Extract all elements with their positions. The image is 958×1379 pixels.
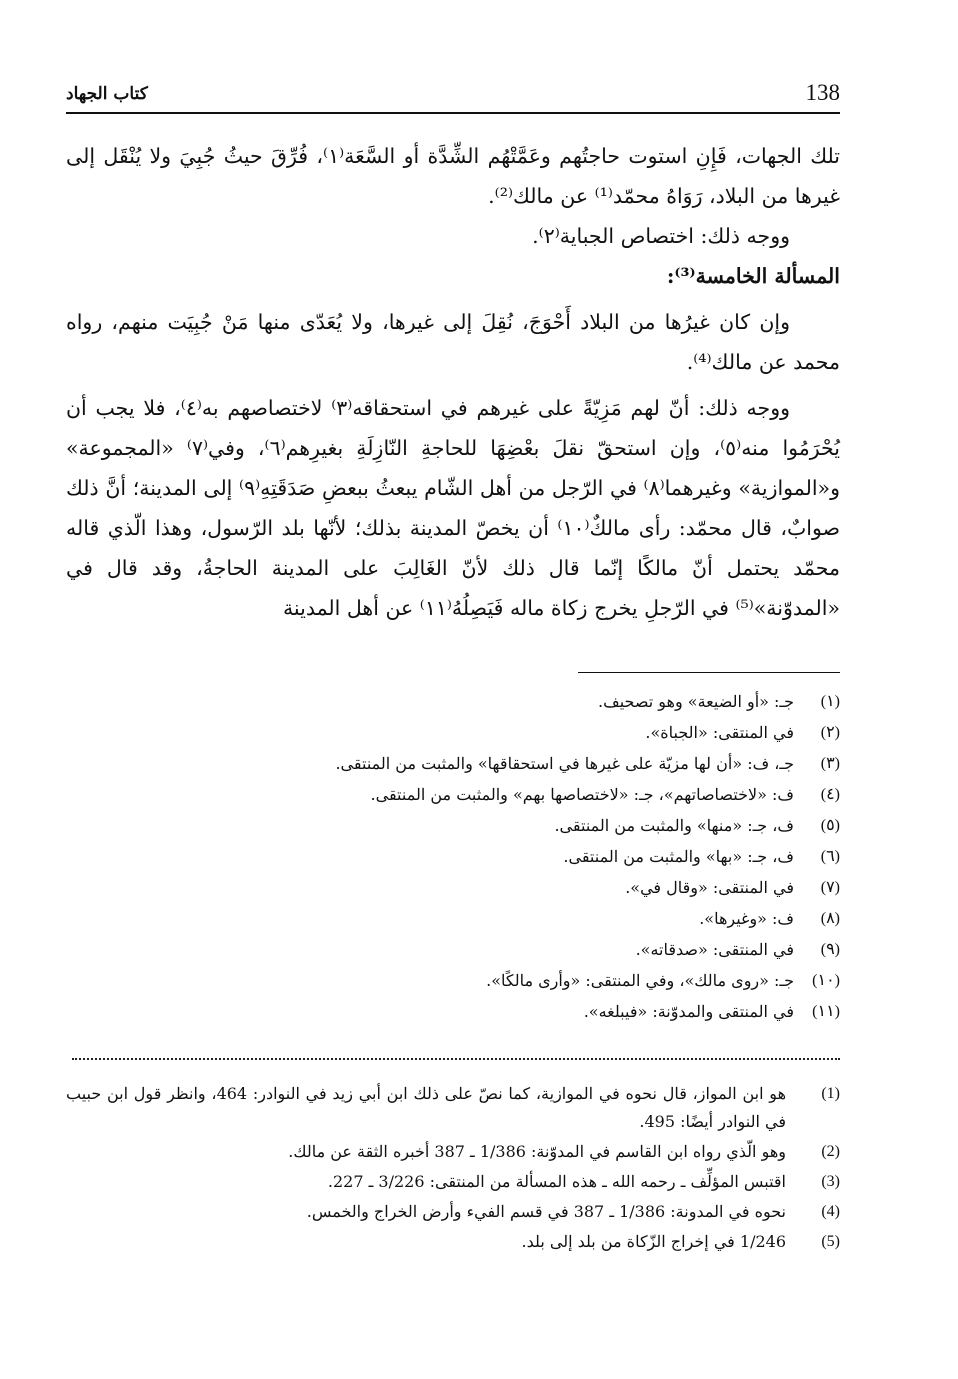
footnote-number: (١٠) <box>812 972 840 989</box>
footnote-text: في المنتقى: «وقال في». <box>625 878 794 897</box>
editor-footnotes <box>66 1080 840 1258</box>
footnote <box>66 748 840 779</box>
footnote-separator <box>578 672 840 673</box>
footnote-number: (٩) <box>820 941 840 958</box>
footnote-text: هو ابن المواز، قال نحوه في الموازية، كما نصّ على ذلك ابن أبي زيد في النوادر: 464، وانظر قول ابن حبيب في النوادر أيضًا: 495. <box>66 1084 787 1131</box>
footnote-text: جـ: «روى مالك»، وفي المنتقى: «وأرى مالكًا». <box>486 971 794 990</box>
footnote-number: (3) <box>821 1173 840 1190</box>
footnote <box>66 1198 840 1226</box>
footnote <box>66 779 840 810</box>
paragraph: ووجه ذلك: اختصاص الجباية⁽٢⁾. <box>532 224 790 248</box>
footnote <box>66 810 840 841</box>
manuscript-footnotes <box>66 686 840 1027</box>
footnote-text: في المنتقى: «صدقاته». <box>635 940 794 959</box>
footnote-number: (٢) <box>820 724 840 741</box>
footnote-number: (٨) <box>820 910 840 927</box>
footnote <box>66 996 840 1027</box>
footnote-number: (١١) <box>812 1003 840 1020</box>
footnote <box>66 934 840 965</box>
footnote-number: (2) <box>821 1143 840 1160</box>
footnote <box>66 1080 840 1136</box>
footnote <box>66 717 840 748</box>
footnote <box>66 1228 840 1256</box>
footnote-text: ف، جـ: «منها» والمثبت من المنتقى. <box>554 816 794 835</box>
footnote-text: جـ: «أو الضيعة» وهو تصحيف. <box>598 692 794 711</box>
footnote <box>66 1168 840 1196</box>
footnote <box>66 1138 840 1166</box>
main-text <box>66 136 840 628</box>
footnote-number: (٣) <box>820 755 840 772</box>
paragraph: ووجه ذلك: أنّ لهم مَزِيّةً على غيرهم في استحقاقه⁽٣⁾ لاختصاصهم به⁽٤⁾، فلا يجب أن يُحْرَمُوا منه⁽٥⁾، وإن استحقّ نقلَ بعْضِهَا للحاجةِ النّازِلَةِ بغيرِهم⁽٦⁾، وفي⁽٧⁾ «المجموعة» و«الموازية» وغيرهما⁽٨⁾ في الرّجل من أهل الشّام يبعثُ ببعضِ صَدَقَتِهِ⁽٩⁾ إلى المدينة؛ أنَّ ذلك صوابٌ، قال محمّد: رأى مالكٌ⁽١٠⁾ أن يخصّ المدينة بذلك؛ لأنّها بلد الرّسول، وهذا الّذي قاله محمّد يحتمل أنّ مالكًا إنّما قال ذلك لأنّ الغَالِبَ على المدينة الحاجةُ، وقد قال في «المدوّنة»⁽⁵⁾ في الرّجلِ يخرج زكاة ماله فَيَصِلُهُ⁽١١⁾ عن أهل المدينة <box>66 396 841 620</box>
section-heading: المسألة الخامسة⁽³⁾: <box>666 264 840 288</box>
footnote-text: ف: «وغيرها». <box>699 909 794 928</box>
dotted-separator <box>72 1058 840 1060</box>
footnote-number: (5) <box>821 1233 840 1250</box>
footnote-text: ف: «لاختصاصاتهم»، جـ: «لاختصاصها بهم» والمثبت من المنتقى. <box>370 785 794 804</box>
footnote-number: (٤) <box>820 786 840 803</box>
footnote-number: (١) <box>820 693 840 710</box>
footnote <box>66 903 840 934</box>
footnote-text: 1/246 في إخراج الزّكاة من بلد إلى بلد. <box>521 1232 786 1251</box>
footnote-text: في المنتقى والمدوّنة: «فيبلغه». <box>583 1002 794 1021</box>
footnote-number: (4) <box>821 1203 840 1220</box>
footnote-number: (٧) <box>820 879 840 896</box>
footnote-number: (٦) <box>820 848 840 865</box>
footnote <box>66 872 840 903</box>
footnote-number: (1) <box>821 1085 840 1102</box>
footnote-text: نحوه في المدونة: 1/386 ـ 387 في قسم الفيء وأرض الخراج والخمس. <box>306 1202 786 1221</box>
running-title: كتاب الجهاد <box>66 84 148 104</box>
footnote <box>66 965 840 996</box>
page-header <box>66 78 840 114</box>
paragraph: تلك الجهات، فَإِنِ استوت حاجتُهم وعَمَّتْهُم الشِّدَّة أو السَّعَة⁽١⁾، فُرِّقَ حيثُ جُبِيَ ولا يُنْقَل إلى غيرها من البلاد، رَوَاهُ محمّد⁽¹⁾ عن مالك⁽²⁾. <box>66 144 841 208</box>
footnote-text: جـ، ف: «أن لها مزيّة على غيرها في استحقاقها» والمثبت من المنتقى. <box>335 754 794 773</box>
footnote-number: (٥) <box>820 817 840 834</box>
footnote <box>66 686 840 717</box>
footnote-text: ف، جـ: «بها» والمثبت من المنتقى. <box>563 847 794 866</box>
footnote <box>66 841 840 872</box>
footnote-text: في المنتقى: «الجباة». <box>645 723 794 742</box>
paragraph: وإن كان غيرُها من البلاد أَحْوَجَ، نُقِلَ إلى غيرها، ولا يُعَدّى منها مَنْ جُبِيَت منهم، رواه محمد عن مالك⁽⁴⁾. <box>66 310 840 374</box>
footnote-text: اقتبس المؤلِّف ـ رحمه الله ـ هذه المسألة من المنتقى: 3/226 ـ 227. <box>327 1172 786 1191</box>
page-number: 138 <box>805 80 840 105</box>
footnote-text: وهو الّذي رواه ابن القاسم في المدوّنة: 1/386 ـ 387 أخبره الثقة عن مالك. <box>288 1142 786 1161</box>
